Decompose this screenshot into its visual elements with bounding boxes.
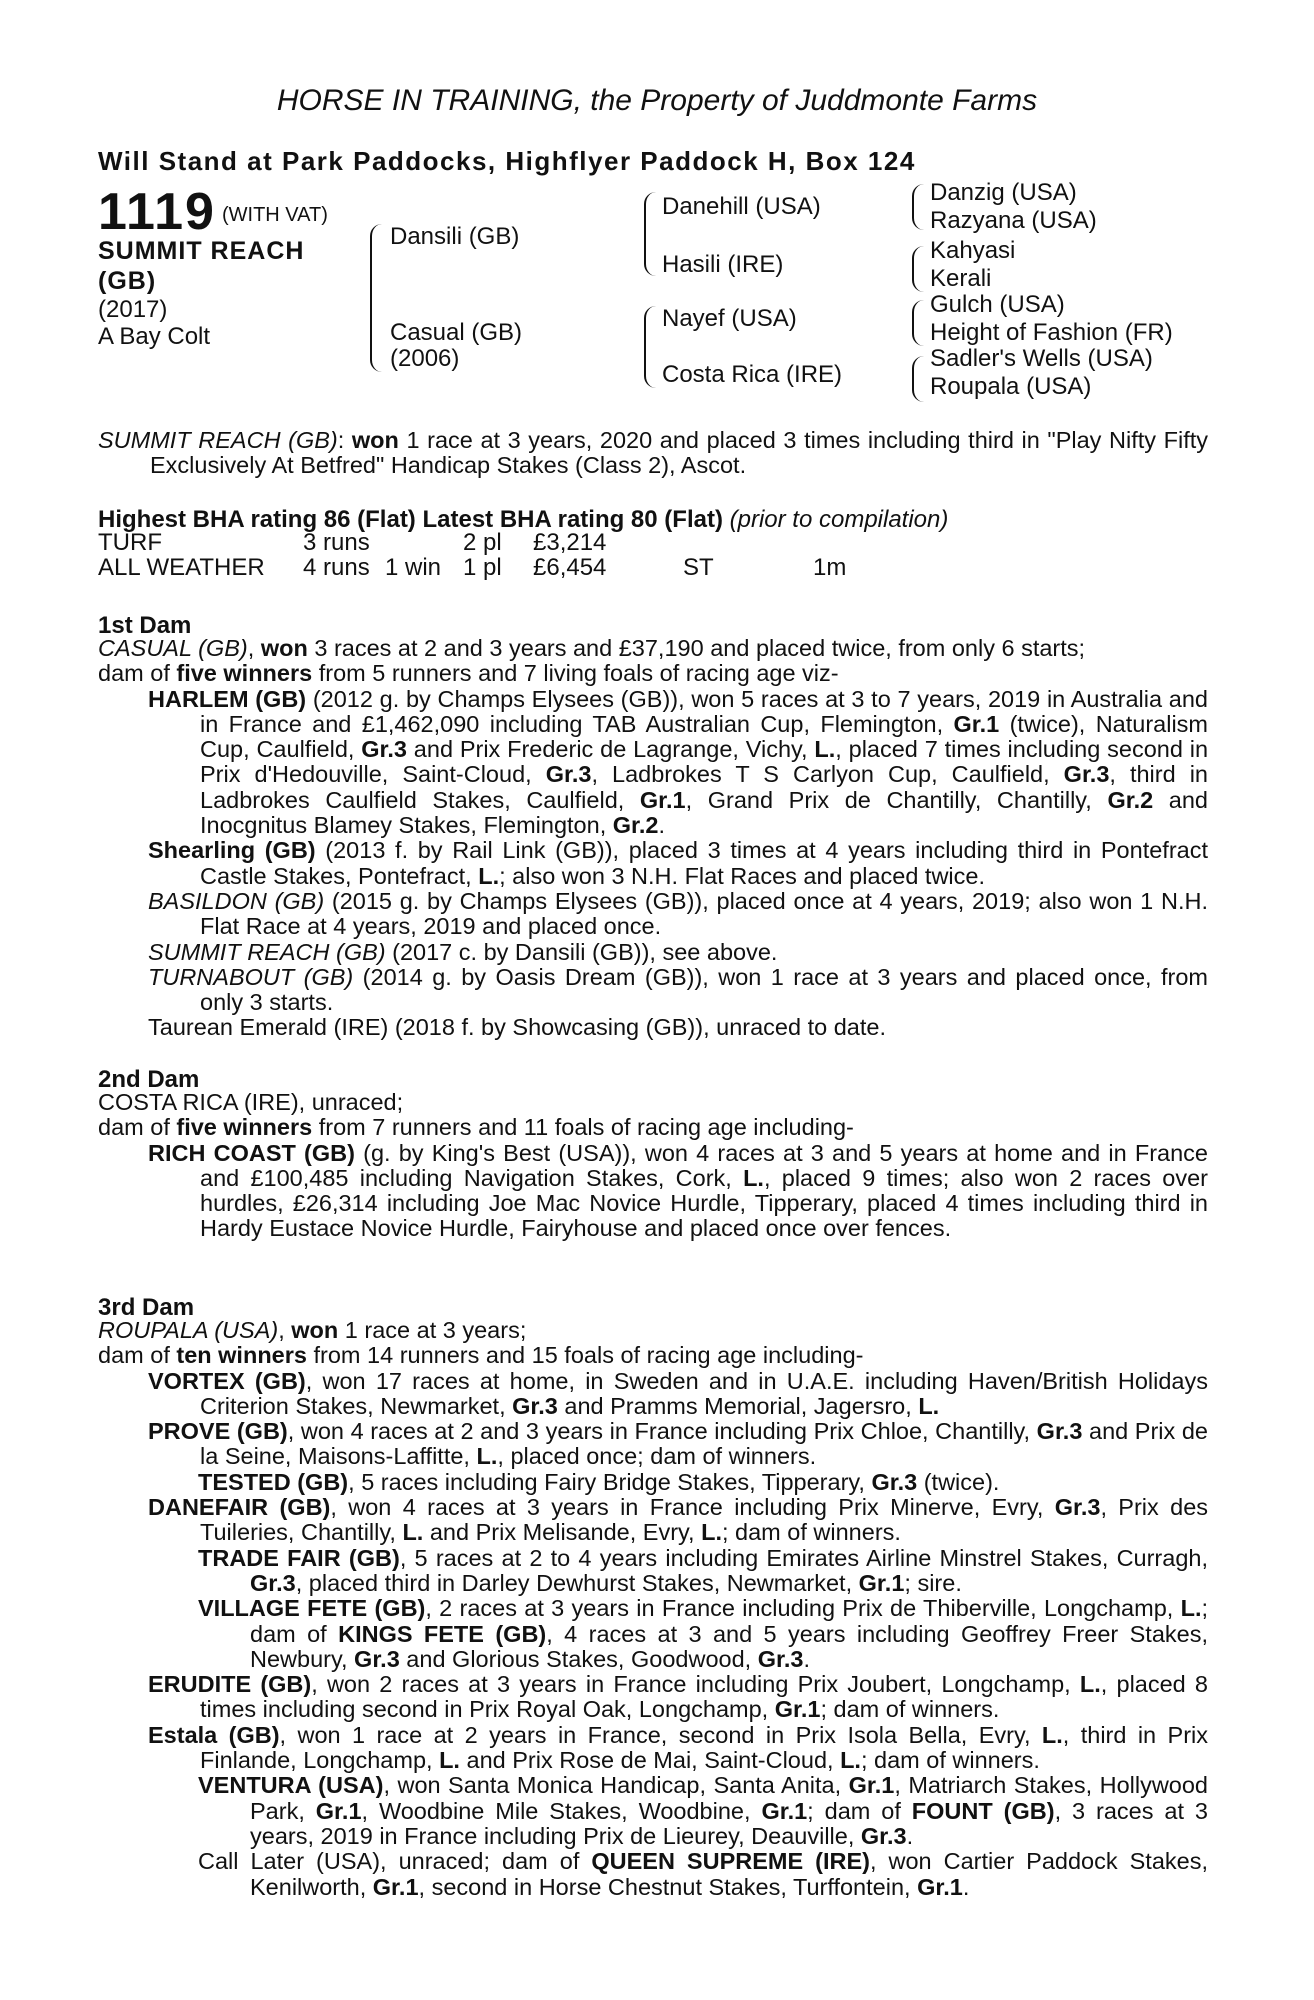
race-record-cell: 1m [813,554,847,581]
rating-bold: Highest BHA rating 86 (Flat) Latest BHA rating 80 (Flat) [98,506,723,533]
summary-name: SUMMIT REACH (GB) [98,427,338,453]
horse-country: (GB) [98,267,157,295]
race-record-cell: 2 pl [463,529,502,556]
lot-number: 1119 [98,183,216,241]
race-record-cell: £3,214 [533,529,607,556]
race-record-cell: ALL WEATHER [98,554,265,581]
horse-desc: A Bay Colt [98,323,211,350]
race-record-cell [813,530,873,555]
vat-note: (WITH VAT) [222,204,328,226]
section-1st-dam: 1st Dam [98,612,192,639]
horse-id-block [98,236,338,350]
dam-sire: Nayef (USA) [662,305,797,332]
sire: Dansili (GB) [390,223,520,250]
horse-name: SUMMIT REACH [98,237,305,265]
summary-text: 1 race at 3 years, 2020 and placed 3 times including third in "Play Nifty Fifty Exclusively At Betfred" Handicap Stakes (Class 2), Ascot. [150,427,1208,479]
rating-note: (prior to compilation) [729,506,949,533]
horse-year: (2017) [98,296,168,323]
race-record-cell [683,530,813,555]
race-record-cell: ST [683,554,714,581]
horse-summary: SUMMIT REACH (GB): won 1 race at 3 years, 2020 and placed 3 times including third in "Play Nifty Fifty Exclusively At Betfred" Handicap Stakes (Class 2), Ascot. [98,427,1208,479]
sire-dam: Hasili (IRE) [662,251,784,278]
sire-sire: Danehill (USA) [662,193,821,220]
sd-dam: Kerali [930,265,992,292]
dam: Casual (GB) [390,319,523,346]
summary-won: won [351,427,399,453]
stand-location: Will Stand at Park Paddocks, Highflyer Paddock H, Box 124 [98,146,916,176]
race-record-cell [385,530,463,555]
dam1-text: CASUAL (GB), won 3 races at 2 and 3 years and £37,190 and placed twice, from only 6 starts; dam of five winners from 5 runners and 7 living foals of racing age viz- HARLEM (GB) (2012 g. by Champs Elysees (GB)), won 5 races at 3 to 7 years, 2019 in Australia and in France and £1,462,090 including TAB Australian Cup, Flemington, Gr.1 (twice), Naturalism Cup, Caulfield, Gr.3 and Prix Frederic de Lagrange, Vichy, L., placed 7 times including second in Prix d'Hedouville, Saint-Cloud, Gr.3, Ladbrokes T S Carlyon Cup, Caulfield, Gr.3, third in Ladbrokes Caulfield Stakes, Caulfield, Gr.1, Grand Prix de Chantilly, Chantilly, Gr.2 and Inocgnitus Blamey Stakes, Flemington, Gr.2. Shearling (GB) (2013 f. by Rail Link (GB)), placed 3 times at 4 years including third in Pontefract Castle Stakes, Pontefract, L.; also won 3 N.H. Flat Races and placed twice. BASILDON (GB) (2015 g. by Champs Elysees (GB)), placed once at 4 years, 2019; also won 1 N.H. Flat Race at 4 years, 2019 and placed once. SUMMIT REACH (GB) (2017 c. by Dansili (GB)), see above. TURNABOUT (GB) (2014 g. by Oasis Dream (GB)), won 1 race at 3 years and placed once, from only 3 starts. Taurean Emerald (IRE) (2018 f. by Showcasing (GB)), unraced to date. [98,635,1209,1041]
dd-sire: Sadler's Wells (USA) [930,345,1153,372]
race-record-cell: 1 win [385,554,442,581]
race-record-row [98,555,873,580]
section-2nd-dam: 2nd Dam [98,1066,200,1093]
race-record-cell: 3 runs [303,529,370,556]
ds-sire: Gulch (USA) [930,291,1065,318]
ss-sire: Danzig (USA) [930,179,1077,206]
race-record-row [98,530,873,555]
ds-dam: Height of Fashion (FR) [930,319,1173,346]
race-record-cell: 1 pl [463,554,502,581]
dam-year: (2006) [390,345,460,372]
dam3-text: ROUPALA (USA), won 1 race at 3 years; dam of ten winners from 14 runners and 15 foals of racing age including- VORTEX (GB), won 17 races at home, in Sweden and in U.A.E. including Haven/British Holidays Criterion Stakes, Newmarket, Gr.3 and Pramms Memorial, Jagersro, L. PROVE (GB), won 4 races at 2 and 3 years in France including Prix Chloe, Chantilly, Gr.3 and Prix de la Seine, Maisons-Laffitte, L., placed once; dam of winners. TESTED (GB), 5 races including Fairy Bridge Stakes, Tipperary, Gr.3 (twice). DANEFAIR (GB), won 4 races at 3 years in France including Prix Minerve, Evry, Gr.3, Prix des Tuileries, Chantilly, L. and Prix Melisande, Evry, L.; dam of winners. TRADE FAIR (GB), 5 races at 2 to 4 years including Emirates Airline Minstrel Stakes, Curragh, Gr.3, placed third in Darley Dewhurst Stakes, Newmarket, Gr.1; sire. VILLAGE FETE (GB), 2 races at 3 years in France including Prix de Thiberville, Longchamp, L.; dam of KINGS FETE (GB), 4 races at 3 and 5 years including Geoffrey Freer Stakes, Newbury, Gr.3 and Glorious Stakes, Goodwood, Gr.3. ERUDITE (GB), won 2 races at 3 years in France including Prix Joubert, Longchamp, L., placed 8 times including second in Prix Royal Oak, Longchamp, Gr.1; dam of winners. Estala (GB), won 1 race at 2 years in France, second in Prix Isola Bella, Evry, L., third in Prix Finlande, Longchamp, L. and Prix Rose de Mai, Saint-Cloud, L.; dam of winners. VENTURA (USA), won Santa Monica Handicap, Santa Anita, Gr.1, Matriarch Stakes, Hollywood Park, Gr.1, Woodbine Mile Stakes, Woodbine, Gr.1; dam of FOUNT (GB), 3 races at 3 years, 2019 in France including Prix de Lieurey, Deauville, Gr.3. Call Later (USA), unraced; dam of QUEEN SUPREME (IRE), won Cartier Paddock Stakes, Kenilworth, Gr.1, second in Horse Chestnut Stakes, Turffontein, Gr.1. [98,1317,1209,1900]
race-record-cell: TURF [98,529,162,556]
race-record-table [98,530,873,580]
section-3rd-dam: 3rd Dam [98,1294,195,1321]
dd-dam: Roupala (USA) [930,373,1092,400]
dam-dam: Costa Rica (IRE) [662,361,843,388]
dam2-text: COSTA RICA (IRE), unraced; dam of five winners from 7 runners and 11 foals of racing age including- RICH COAST (GB) (g. by King's Best (USA)), won 4 races at 3 and 5 years at home and in France and £100,485 including Navigation Stakes, Cork, L., placed 9 times; also won 2 races over hurdles, £26,314 including Joe Mac Novice Hurdle, Tipperary, placed 4 times including third in Hardy Eustace Novice Hurdle, Fairyhouse and placed once over fences. [98,1089,1209,1242]
race-record-cell: 4 runs [303,554,370,581]
race-record-cell: £6,454 [533,554,607,581]
sd-sire: Kahyasi [930,237,1016,264]
ss-dam: Razyana (USA) [930,207,1097,234]
page-title: HORSE IN TRAINING, the Property of Juddmonte Farms [276,84,1038,117]
